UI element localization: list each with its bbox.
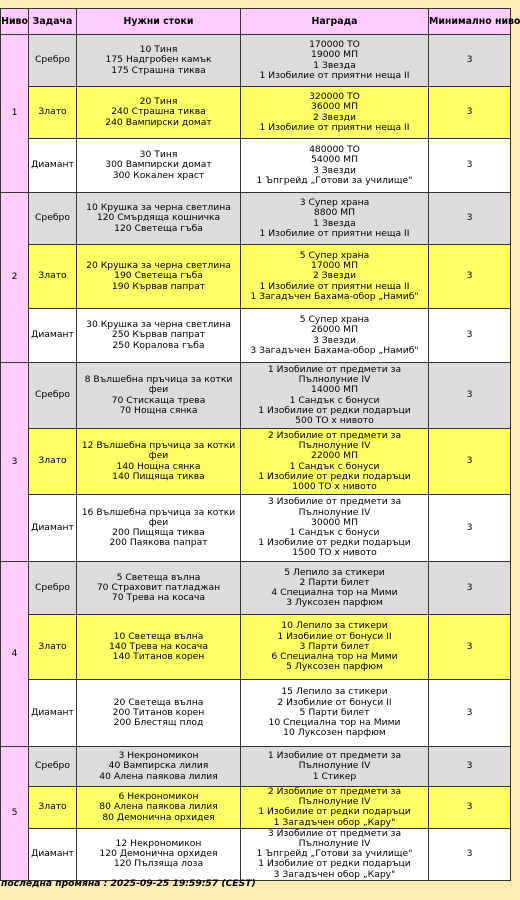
reward-item: 10 Специална тор на Мими <box>268 717 401 729</box>
reward-item: 1 Стикер <box>312 770 357 782</box>
task-cell: Злато <box>29 615 77 680</box>
goods-item: 10 Светеща вълна <box>113 630 204 642</box>
goods-item: 20 Крушка за черна светлина <box>86 260 231 272</box>
reward-item: 30000 МП <box>311 516 358 528</box>
reward-item: 5 Парти билет <box>299 706 370 718</box>
task-cell: Сребро <box>29 562 77 615</box>
min-level-cell: 3 <box>429 429 511 495</box>
goods-item: 70 Страховит патладжан <box>96 581 221 593</box>
goods-item: 200 Пищяща тиква <box>112 527 205 538</box>
header-task: Задача <box>29 9 77 35</box>
reward-item: 4 Специална тор на Мими <box>271 587 398 598</box>
goods-cell <box>77 87 241 139</box>
reward-item: 2 Звезди <box>313 270 356 282</box>
reward-item: 10 Лепило за стикери <box>281 620 388 632</box>
reward-item: 1 Сандък с бонуси <box>289 460 380 472</box>
goods-item: 140 Титанов корен <box>112 651 205 663</box>
reward-item: 36000 МП <box>311 101 358 113</box>
goods-item: 5 Светеща вълна <box>116 571 201 583</box>
goods-item: 12 Вълшебна пръчица за котки феи <box>81 440 236 462</box>
reward-cell <box>241 495 429 562</box>
table-row <box>1 35 511 87</box>
level-cell: 3 <box>1 363 29 562</box>
level-cell: 5 <box>1 747 29 881</box>
goods-item: 80 Алена паякова лилия <box>99 801 218 813</box>
goods-item: 70 Стискаща трева <box>111 394 206 406</box>
goods-cell <box>77 828 241 880</box>
table-row <box>1 680 511 747</box>
goods-item: 300 Вампирски домат <box>105 159 212 171</box>
goods-item: 175 Надгробен камък <box>105 54 212 66</box>
table-row <box>1 747 511 787</box>
task-cell: Диамант <box>29 495 77 562</box>
goods-item: 250 Кървав папрат <box>111 329 206 341</box>
reward-item: 1 Изобилие от приятни неща II <box>259 227 410 239</box>
reward-item: 3 Луксозен парфюм <box>286 597 383 609</box>
reward-item: 1 Изобилие от приятни неща II <box>259 280 410 292</box>
min-level-cell: 3 <box>429 87 511 139</box>
reward-item: 3 Загадъчен обор „Кару" <box>273 868 396 880</box>
task-cell: Сребро <box>29 747 77 787</box>
goods-cell <box>77 562 241 615</box>
goods-item: 40 Вампирска лилия <box>108 760 209 772</box>
goods-item: 250 Коралова гъба <box>112 339 205 351</box>
min-level-cell: 3 <box>429 495 511 562</box>
goods-cell <box>77 680 241 747</box>
reward-item: 6 Специална тор на Мими <box>271 651 398 663</box>
table-row <box>1 562 511 615</box>
reward-item: 10 Луксозен парфюм <box>283 727 386 739</box>
task-cell: Диамант <box>29 680 77 747</box>
reward-item: 1 Изобилие от предмети за Пълнолуние IV <box>267 750 402 772</box>
goods-item: 80 Демонична орхидея <box>102 811 215 823</box>
reward-item: 1 Изобилие от редки подаръци <box>258 470 411 482</box>
reward-cell <box>241 35 429 87</box>
task-cell: Диамант <box>29 309 77 363</box>
reward-item: 3 Звезди <box>313 164 356 176</box>
goods-cell <box>77 363 241 429</box>
reward-item: 2 Звезди <box>313 111 356 123</box>
goods-item: 6 Некрономикон <box>118 791 199 803</box>
goods-item: 240 Вампирски домат <box>105 116 212 128</box>
task-cell: Диамант <box>29 828 77 880</box>
goods-item: 10 Тиня <box>139 44 178 56</box>
goods-item: 20 Тиня <box>139 96 178 108</box>
reward-cell <box>241 747 429 787</box>
reward-item: 1 Сандък с бонуси <box>289 527 380 538</box>
reward-item: 2 Изобилие от предмети за Пълнолуние IV <box>267 429 402 452</box>
reward-cell <box>241 429 429 495</box>
table-row <box>1 309 511 363</box>
table-row <box>1 139 511 193</box>
reward-item: 1 Изобилие от редки подаръци <box>258 858 411 870</box>
goods-item: 300 Кокален храст <box>112 169 205 181</box>
reward-item: 2 Изобилие от бонуси II <box>277 696 392 708</box>
min-level-cell: 3 <box>429 139 511 193</box>
min-level-cell: 3 <box>429 309 511 363</box>
goods-item: 3 Некрономикон <box>118 750 199 762</box>
header-level: Ниво <box>1 9 29 35</box>
task-cell: Злато <box>29 787 77 829</box>
goods-item: 200 Блестящ плод <box>113 717 204 729</box>
min-level-cell: 3 <box>429 680 511 747</box>
reward-item: 2 Изобилие от предмети за Пълнолуние IV <box>267 786 402 808</box>
reward-cell <box>241 787 429 829</box>
goods-item: 120 Пълзяща лоза <box>113 858 204 870</box>
task-cell: Злато <box>29 87 77 139</box>
reward-item: 1 Изобилие от предмети за Пълнолуние IV <box>267 363 402 386</box>
min-level-cell: 3 <box>429 787 511 829</box>
table-row <box>1 87 511 139</box>
reward-item: 5 Лепило за стикери <box>284 566 385 578</box>
goods-item: 30 Тиня <box>139 149 178 161</box>
rewards-table-container <box>0 8 520 881</box>
reward-item: 5 Супер храна <box>299 249 370 261</box>
table-header-row <box>1 9 511 35</box>
reward-item: 3 Загадъчен Бахама-обор „Намиб" <box>250 344 419 356</box>
reward-item: 1 Сандък с бонуси <box>289 394 380 406</box>
reward-cell <box>241 363 429 429</box>
goods-item: 30 Крушка за черна светлина <box>86 319 231 331</box>
goods-item: 190 Кървав папрат <box>111 280 206 292</box>
goods-cell <box>77 245 241 309</box>
goods-cell <box>77 35 241 87</box>
min-level-cell: 3 <box>429 828 511 880</box>
rewards-table <box>0 8 520 881</box>
min-level-cell: 3 <box>429 562 511 615</box>
goods-item: 200 Паякова папрат <box>109 537 208 549</box>
table-row <box>1 787 511 829</box>
goods-item: 240 Страшна тиква <box>111 106 206 118</box>
goods-item: 120 Смърдяща кошничка <box>96 212 221 224</box>
task-cell: Сребро <box>29 193 77 245</box>
goods-cell <box>77 429 241 495</box>
task-cell: Диамант <box>29 139 77 193</box>
goods-item: 140 Трева на косача <box>109 640 208 652</box>
reward-item: 5 Луксозен парфюм <box>286 661 383 673</box>
min-level-cell: 3 <box>429 193 511 245</box>
table-row <box>1 495 511 562</box>
goods-item: 120 Демонична орхидея <box>99 848 218 860</box>
reward-item: 5 Супер храна <box>299 314 370 326</box>
min-level-cell: 3 <box>429 615 511 680</box>
goods-item: 12 Некрономикон <box>115 838 202 850</box>
table-row <box>1 245 511 309</box>
table-row <box>1 363 511 429</box>
reward-item: 1 Звезда <box>313 217 356 229</box>
reward-item: 1 Изобилие от приятни неща II <box>259 121 410 133</box>
task-cell: Злато <box>29 245 77 309</box>
goods-cell <box>77 747 241 787</box>
reward-item: 1 Ъпгрейд „Готови за училище" <box>256 174 413 186</box>
table-row <box>1 615 511 680</box>
reward-item: 170000 ТО <box>309 39 360 51</box>
reward-item: 480000 ТО <box>309 144 360 156</box>
table-row <box>1 193 511 245</box>
reward-item: 1 Загадъчен обор „Кару" <box>273 816 396 828</box>
reward-item: 8800 МП <box>313 207 356 219</box>
reward-item: 54000 МП <box>311 154 358 166</box>
goods-item: 20 Светеща вълна <box>113 696 204 708</box>
goods-item: 10 Крушка за черна светлина <box>86 202 231 214</box>
goods-item: 175 Страшна тиква <box>111 64 206 76</box>
task-cell: Сребро <box>29 35 77 87</box>
goods-cell <box>77 787 241 829</box>
reward-item: 1500 ТО х нивото <box>292 547 377 559</box>
level-cell: 2 <box>1 193 29 363</box>
reward-item: 3 Изобилие от предмети за Пълнолуние IV <box>267 496 402 518</box>
reward-item: 3 Супер храна <box>299 197 370 209</box>
reward-item: 26000 МП <box>311 324 358 336</box>
reward-item: 1 Звезда <box>313 59 356 71</box>
reward-cell <box>241 309 429 363</box>
goods-cell <box>77 615 241 680</box>
reward-item: 15 Лепило за стикери <box>281 686 388 698</box>
min-level-cell: 3 <box>429 245 511 309</box>
reward-cell <box>241 87 429 139</box>
goods-cell <box>77 309 241 363</box>
min-level-cell: 3 <box>429 363 511 429</box>
reward-item: 3 Звезди <box>313 334 356 346</box>
table-row <box>1 828 511 880</box>
min-level-cell: 3 <box>429 747 511 787</box>
level-cell: 4 <box>1 562 29 747</box>
reward-cell <box>241 139 429 193</box>
reward-item: 22000 МП <box>311 450 358 462</box>
goods-item: 120 Светеща гъба <box>114 222 203 234</box>
table-row <box>1 429 511 495</box>
goods-item: 70 Нощна сянка <box>119 404 198 416</box>
reward-item: 320000 ТО <box>309 91 360 103</box>
goods-cell <box>77 495 241 562</box>
goods-item: 8 Вълшебна пръчица за котки феи <box>84 374 233 396</box>
reward-item: 1 Загадъчен Бахама-обор „Намиб" <box>250 290 419 302</box>
goods-item: 140 Пищяща тиква <box>112 470 205 482</box>
task-cell: Злато <box>29 429 77 495</box>
reward-item: 1 Изобилие от редки подаръци <box>258 806 411 818</box>
reward-cell <box>241 828 429 880</box>
header-reward: Награда <box>241 9 429 35</box>
reward-cell <box>241 615 429 680</box>
reward-item: 1 Изобилие от приятни неща II <box>259 69 410 81</box>
goods-cell <box>77 139 241 193</box>
task-cell: Сребро <box>29 363 77 429</box>
reward-cell <box>241 245 429 309</box>
reward-item: 1 Изобилие от бонуси II <box>277 630 392 642</box>
reward-item: 14000 МП <box>311 384 358 396</box>
reward-item: 2 Парти билет <box>299 576 370 588</box>
level-cell: 1 <box>1 35 29 193</box>
reward-item: 3 Изобилие от предмети за Пълнолуние IV <box>267 827 402 850</box>
goods-item: 140 Нощна сянка <box>116 460 201 472</box>
goods-cell <box>77 193 241 245</box>
reward-item: 3 Парти билет <box>299 640 370 652</box>
header-min-level: Минимално ниво <box>429 9 511 35</box>
reward-cell <box>241 562 429 615</box>
reward-item: 1 Изобилие от редки подаръци <box>258 404 411 416</box>
last-modified-note: последна промяна : 2025-09-25 19:59:57 (CEST) <box>1 878 256 889</box>
goods-item: 40 Алена паякова лилия <box>99 770 218 782</box>
reward-item: 500 ТО х нивото <box>295 414 374 426</box>
goods-item: 190 Светеща гъба <box>114 270 203 282</box>
reward-item: 1000 ТО х нивото <box>292 480 377 492</box>
reward-cell <box>241 193 429 245</box>
table-body <box>1 35 511 881</box>
reward-item: 19000 МП <box>311 49 358 61</box>
goods-item: 16 Вълшебна пръчица за котки феи <box>81 506 236 528</box>
reward-item: 17000 МП <box>311 260 358 272</box>
goods-item: 200 Титанов корен <box>112 706 205 718</box>
min-level-cell: 3 <box>429 35 511 87</box>
reward-item: 1 Изобилие от редки подаръци <box>258 537 411 549</box>
reward-cell <box>241 680 429 747</box>
header-goods: Нужни стоки <box>77 9 241 35</box>
goods-item: 70 Трева на косача <box>111 592 206 604</box>
reward-item: 1 Ъпгрейд „Готови за училище" <box>256 848 413 860</box>
